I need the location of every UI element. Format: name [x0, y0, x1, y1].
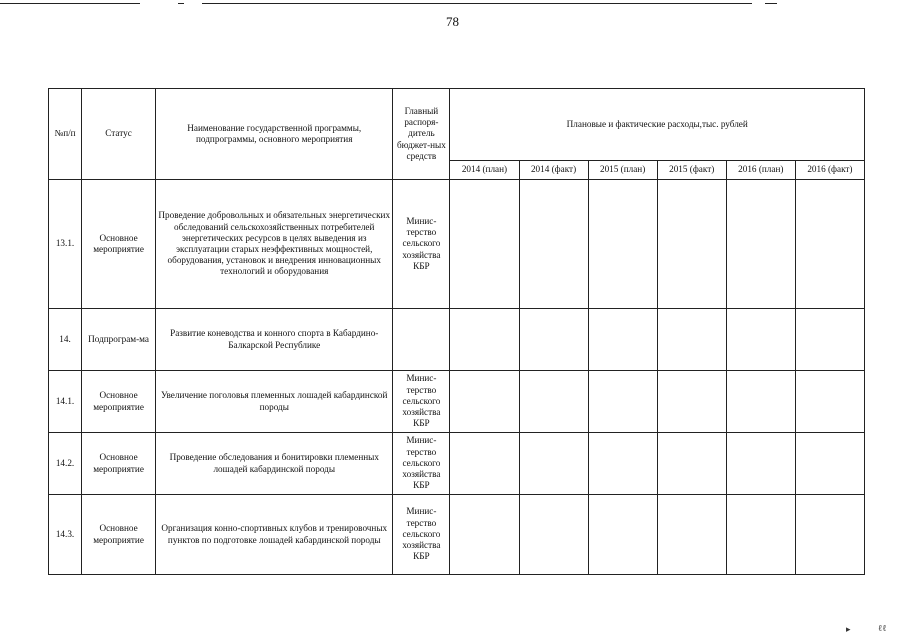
value-cell — [795, 371, 864, 433]
row-name: Проведение добровольных и обязательных энергетических обследований сельскохозяйственных потребителей энергетических ресурсов в целях выведения из эксплуатации старых неэффективных мощностей, оборудования, установок и внедрения инновационных технологий и оборудования — [156, 180, 393, 309]
value-cell — [450, 495, 519, 575]
row-ministry — [393, 309, 450, 371]
header-year: 2016 (план) — [726, 161, 795, 180]
row-ministry: Минис-терство сельского хозяйства КБР — [393, 180, 450, 309]
top-rule-right — [765, 3, 777, 4]
row-status: Основное мероприятие — [82, 371, 156, 433]
value-cell — [519, 371, 588, 433]
row-name: Организация конно-спортивных клубов и тренировочных пунктов по подготовке лошадей кабардинской породы — [156, 495, 393, 575]
value-cell — [726, 433, 795, 495]
header-year: 2014 (план) — [450, 161, 519, 180]
value-cell — [657, 371, 726, 433]
value-cell — [588, 309, 657, 371]
row-number: 13.1. — [49, 180, 82, 309]
value-cell — [795, 180, 864, 309]
row-number: 14.1. — [49, 371, 82, 433]
scan-mark: ▸ — [846, 624, 851, 634]
row-number: 14.3. — [49, 495, 82, 575]
value-cell — [795, 433, 864, 495]
value-cell — [726, 309, 795, 371]
value-cell — [726, 180, 795, 309]
table-row — [49, 371, 865, 433]
table-row — [49, 309, 865, 371]
row-ministry: Минис-терство сельского хозяйства КБР — [393, 433, 450, 495]
value-cell — [450, 180, 519, 309]
value-cell — [519, 495, 588, 575]
scan-mark: ℓℓ — [878, 623, 887, 633]
value-cell — [588, 433, 657, 495]
row-name: Развитие коневодства и конного спорта в Кабардино-Балкарской Республике — [156, 309, 393, 371]
row-number: 14.2. — [49, 433, 82, 495]
row-status: Подпрограм-ма — [82, 309, 156, 371]
row-number: 14. — [49, 309, 82, 371]
table-row — [49, 433, 865, 495]
header-num: №п/п — [49, 89, 82, 180]
value-cell — [657, 180, 726, 309]
value-cell — [519, 433, 588, 495]
row-status: Основное мероприятие — [82, 180, 156, 309]
table-row — [49, 495, 865, 575]
top-rule-left — [0, 3, 140, 4]
value-cell — [726, 371, 795, 433]
top-rule-dash — [178, 3, 184, 4]
header-year: 2015 (план) — [588, 161, 657, 180]
budget-table — [48, 88, 865, 575]
header-ministry: Главный распоря-дитель бюджет-ных средств — [393, 89, 450, 180]
value-cell — [657, 495, 726, 575]
header-name: Наименование государственной программы, подпрограммы, основного мероприятия — [156, 89, 393, 180]
row-ministry: Минис-терство сельского хозяйства КБР — [393, 495, 450, 575]
row-status: Основное мероприятие — [82, 433, 156, 495]
value-cell — [450, 371, 519, 433]
value-cell — [450, 433, 519, 495]
header-status: Статус — [82, 89, 156, 180]
value-cell — [657, 309, 726, 371]
value-cell — [795, 495, 864, 575]
value-cell — [588, 371, 657, 433]
value-cell — [657, 433, 726, 495]
value-cell — [588, 180, 657, 309]
header-year: 2015 (факт) — [657, 161, 726, 180]
header-year: 2014 (факт) — [519, 161, 588, 180]
row-name: Увеличение поголовья племенных лошадей кабардинской породы — [156, 371, 393, 433]
table-row — [49, 180, 865, 309]
header-expenses: Плановые и фактические расходы,тыс. рублей — [450, 89, 865, 161]
row-ministry: Минис-терство сельского хозяйства КБР — [393, 371, 450, 433]
value-cell — [588, 495, 657, 575]
value-cell — [726, 495, 795, 575]
top-rule-main — [202, 3, 752, 4]
row-name: Проведение обследования и бонитировки племенных лошадей кабардинской породы — [156, 433, 393, 495]
value-cell — [795, 309, 864, 371]
header-year: 2016 (факт) — [795, 161, 864, 180]
value-cell — [519, 309, 588, 371]
value-cell — [450, 309, 519, 371]
value-cell — [519, 180, 588, 309]
row-status: Основное мероприятие — [82, 495, 156, 575]
page-number: 78 — [446, 14, 459, 29]
